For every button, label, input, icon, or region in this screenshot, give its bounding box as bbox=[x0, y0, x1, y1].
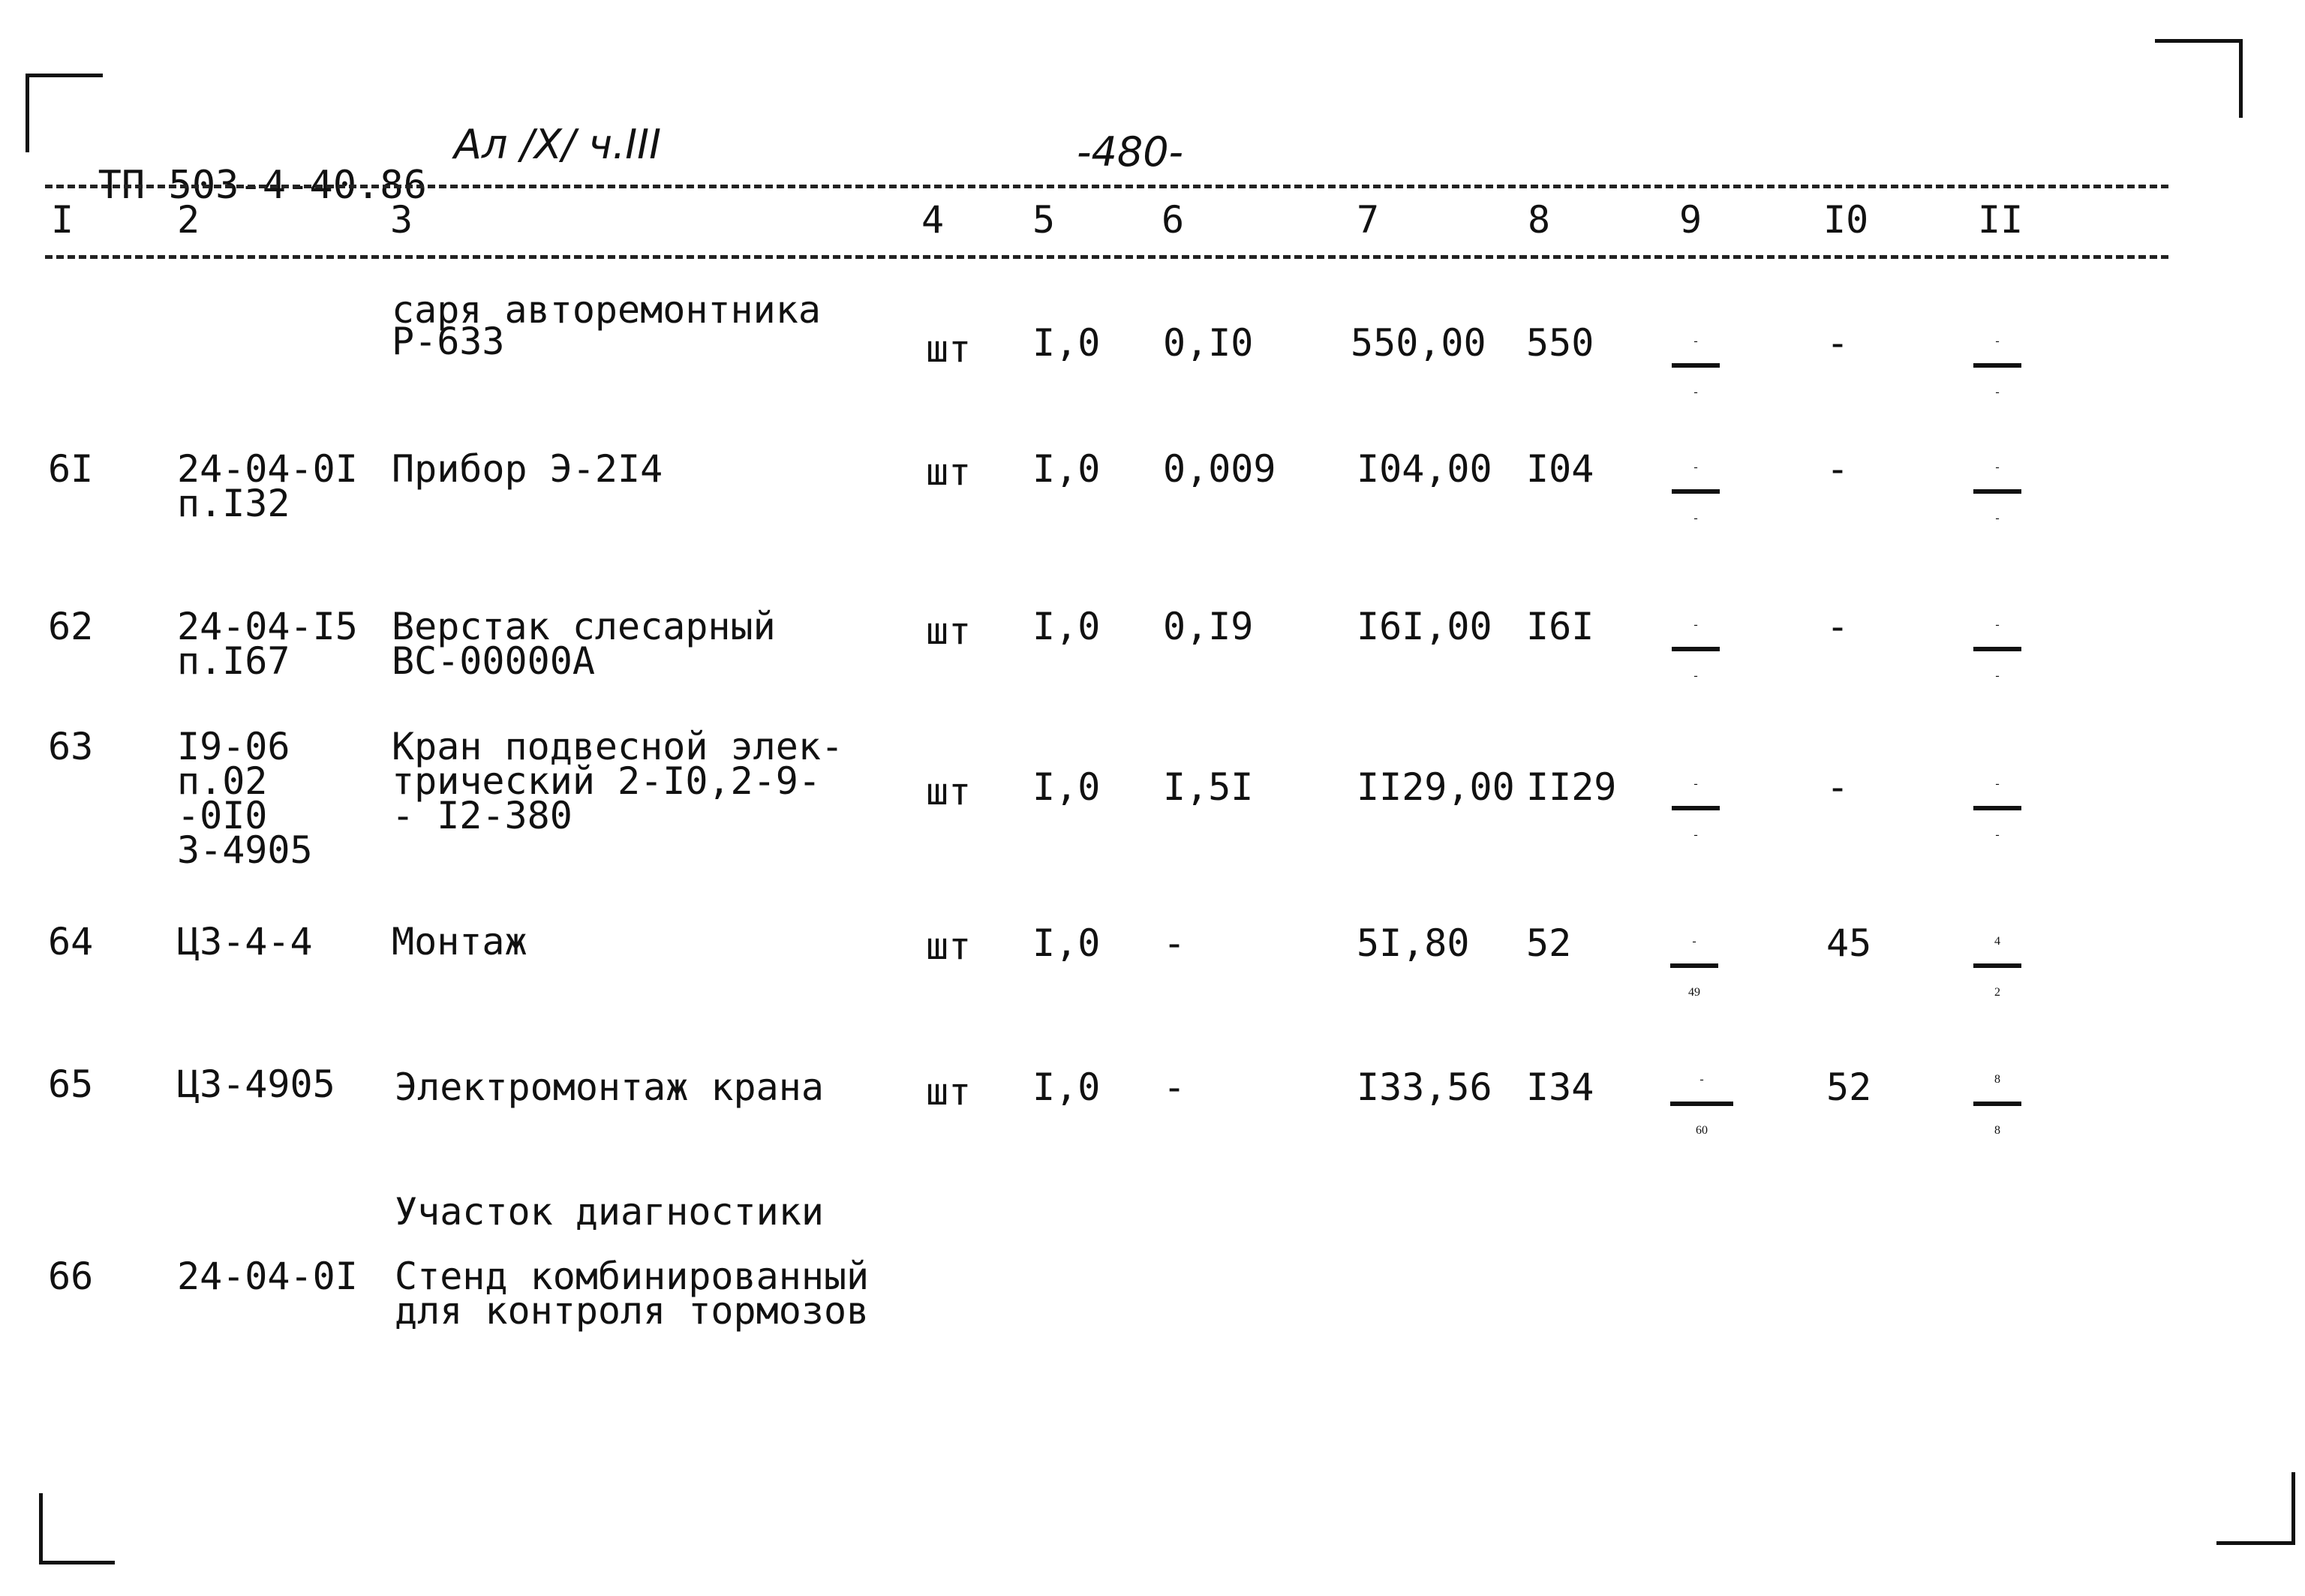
page-number: -480- bbox=[1077, 128, 1184, 176]
row-qty: I,0 bbox=[1032, 921, 1101, 965]
row-qty: I,0 bbox=[1032, 321, 1101, 365]
row-col6: - bbox=[1163, 1066, 1186, 1109]
row-number: 63 bbox=[48, 725, 94, 768]
fraction-bottom: - bbox=[1995, 386, 2000, 398]
row-col6: 0,I0 bbox=[1163, 321, 1254, 365]
fraction-top: - bbox=[1995, 777, 2000, 790]
row-col6: 0,009 bbox=[1163, 447, 1276, 491]
row-col9-fraction bbox=[1672, 765, 1720, 854]
row-col11-fraction bbox=[1973, 1061, 2021, 1150]
row-col6: - bbox=[1163, 921, 1186, 965]
row-unit: шт bbox=[926, 1070, 972, 1114]
row-code-line: I9-06 bbox=[177, 725, 290, 768]
fraction-bar bbox=[1670, 963, 1718, 968]
row-col8: I04 bbox=[1526, 447, 1594, 491]
row-code-line: 24-04-0I bbox=[177, 447, 358, 491]
row-number: 65 bbox=[48, 1062, 94, 1106]
row-col11-fraction bbox=[1973, 323, 2021, 411]
row-col8: I6I bbox=[1526, 605, 1594, 648]
row-col10: - bbox=[1826, 605, 1850, 648]
fraction-top: - bbox=[1995, 335, 2000, 347]
row-name-line: саря авторемонтника bbox=[392, 288, 821, 332]
row-code-line: 24-04-0I bbox=[177, 1255, 358, 1298]
row-name-line: Р-633 bbox=[392, 320, 505, 363]
row-col7: I33,56 bbox=[1357, 1066, 1492, 1109]
column-header-7: 7 bbox=[1357, 198, 1380, 242]
row-col10: 45 bbox=[1826, 921, 1872, 965]
header-rule-top bbox=[45, 185, 2168, 188]
fraction-bottom: - bbox=[1995, 828, 2000, 841]
header-rule-bottom bbox=[45, 255, 2168, 259]
fraction-bar bbox=[1973, 647, 2021, 651]
column-header-6: 6 bbox=[1162, 198, 1185, 242]
row-col8: II29 bbox=[1526, 765, 1617, 809]
row-qty: I,0 bbox=[1032, 765, 1101, 809]
fraction-top: - bbox=[1693, 461, 1698, 473]
row-name-line: Стенд комбинированный bbox=[395, 1255, 870, 1298]
corner-mark-bottom-right bbox=[2216, 1472, 2295, 1545]
row-name-line: для контроля тормозов bbox=[395, 1289, 870, 1333]
fraction-bottom: - bbox=[1693, 512, 1698, 524]
fraction-bottom: 49 bbox=[1688, 986, 1700, 999]
fraction-top: - bbox=[1995, 461, 2000, 473]
row-qty: I,0 bbox=[1032, 1066, 1101, 1109]
row-col6: I,5I bbox=[1163, 765, 1254, 809]
column-header-3: 3 bbox=[390, 198, 413, 242]
document-code bbox=[51, 129, 427, 208]
row-col9-fraction bbox=[1672, 323, 1720, 411]
row-unit: шт bbox=[926, 450, 972, 494]
row-col8: 52 bbox=[1526, 921, 1572, 965]
fraction-top: 8 bbox=[1994, 1073, 2000, 1086]
row-name-line: Прибор Э-2I4 bbox=[392, 447, 663, 491]
row-col8: I34 bbox=[1526, 1066, 1594, 1109]
row-unit: шт bbox=[926, 609, 972, 653]
fraction-bar bbox=[1973, 806, 2021, 810]
row-col10: - bbox=[1826, 447, 1850, 491]
row-col9-fraction bbox=[1672, 606, 1720, 695]
row-number: 6I bbox=[48, 447, 94, 491]
row-col11-fraction bbox=[1973, 606, 2021, 695]
fraction-bottom: - bbox=[1693, 828, 1698, 841]
row-code-line: Ц3-4905 bbox=[177, 1062, 335, 1106]
document-code-text: ТП 503-4-40.86 bbox=[98, 163, 427, 208]
row-code-line: п.I32 bbox=[177, 482, 290, 525]
row-code-line: -0I0 bbox=[177, 794, 268, 837]
fraction-bottom: 60 bbox=[1696, 1124, 1708, 1137]
column-header-5: 5 bbox=[1032, 198, 1056, 242]
row-col11-fraction bbox=[1973, 923, 2021, 1011]
row-name-line: трический 2-I0,2-9- bbox=[392, 759, 821, 803]
row-col7: II29,00 bbox=[1357, 765, 1515, 809]
row-number: 62 bbox=[48, 605, 94, 648]
row-col7: 5I,80 bbox=[1357, 921, 1470, 965]
fraction-bottom: - bbox=[1995, 512, 2000, 524]
column-header-11: II bbox=[1978, 198, 2024, 242]
fraction-bar bbox=[1672, 647, 1720, 651]
fraction-bar bbox=[1672, 489, 1720, 494]
row-col7: 550,00 bbox=[1351, 321, 1486, 365]
fraction-top: - bbox=[1693, 335, 1698, 347]
corner-mark-top-right bbox=[2155, 39, 2243, 118]
fraction-bottom: - bbox=[1995, 669, 2000, 682]
column-header-8: 8 bbox=[1528, 198, 1551, 242]
row-code-line: п.I67 bbox=[177, 639, 290, 683]
fraction-top: - bbox=[1693, 777, 1698, 790]
row-code-line: п.02 bbox=[177, 759, 268, 803]
row-name-line: Электромонтаж крана bbox=[395, 1066, 824, 1109]
fraction-top: - bbox=[1995, 618, 2000, 631]
fraction-bottom: 8 bbox=[1994, 1124, 2000, 1137]
row-name-line: ВС-00000А bbox=[392, 639, 595, 683]
row-col8: 550 bbox=[1526, 321, 1594, 365]
column-header-10: I0 bbox=[1823, 198, 1869, 242]
fraction-bar bbox=[1973, 1102, 2021, 1106]
row-col9-fraction bbox=[1672, 449, 1720, 537]
fraction-top: - bbox=[1693, 618, 1698, 631]
row-unit: шт bbox=[926, 924, 972, 968]
row-number: 64 bbox=[48, 920, 94, 963]
row-col11-fraction bbox=[1973, 765, 2021, 854]
column-header-4: 4 bbox=[921, 198, 945, 242]
row-qty: I,0 bbox=[1032, 447, 1101, 491]
row-col7: I04,00 bbox=[1357, 447, 1492, 491]
fraction-bottom: 2 bbox=[1994, 986, 2000, 999]
row-col10: - bbox=[1826, 765, 1850, 809]
row-code-line: 3-4905 bbox=[177, 828, 313, 872]
row-unit: шт bbox=[926, 327, 972, 371]
row-code-line: Ц3-4-4 bbox=[177, 920, 313, 963]
fraction-top: - bbox=[1692, 935, 1696, 948]
row-qty: I,0 bbox=[1032, 605, 1101, 648]
row-name-line: Монтаж bbox=[392, 920, 527, 963]
fraction-top: - bbox=[1699, 1073, 1704, 1086]
column-header-9: 9 bbox=[1679, 198, 1702, 242]
fraction-bar bbox=[1973, 489, 2021, 494]
row-col6: 0,I9 bbox=[1163, 605, 1254, 648]
fraction-bar bbox=[1670, 1102, 1733, 1106]
row-col7: I6I,00 bbox=[1357, 605, 1492, 648]
corner-mark-bottom-left bbox=[39, 1493, 115, 1564]
row-name-line: Кран подвесной элек- bbox=[392, 725, 844, 768]
column-header-1: I bbox=[51, 198, 74, 242]
row-col9-fraction bbox=[1670, 1061, 1733, 1150]
row-col11-fraction bbox=[1973, 449, 2021, 537]
fraction-bottom: - bbox=[1693, 386, 1698, 398]
row-col10: - bbox=[1826, 321, 1850, 365]
column-header-2: 2 bbox=[177, 198, 200, 242]
row-col10: 52 bbox=[1826, 1066, 1872, 1109]
fraction-bar bbox=[1973, 363, 2021, 368]
section-heading: Участок диагностики bbox=[395, 1190, 824, 1234]
row-unit: шт bbox=[926, 770, 972, 813]
album-reference: Ал /Х/ ч.III bbox=[454, 121, 662, 168]
fraction-bar bbox=[1672, 363, 1720, 368]
row-col9-fraction bbox=[1670, 923, 1718, 1011]
row-name-line: Верстак слесарный bbox=[392, 605, 776, 648]
fraction-bottom: - bbox=[1693, 669, 1698, 682]
fraction-top: 4 bbox=[1994, 935, 2000, 948]
fraction-bar bbox=[1973, 963, 2021, 968]
fraction-bar bbox=[1672, 806, 1720, 810]
row-code-line: 24-04-I5 bbox=[177, 605, 358, 648]
row-name-line: - I2-380 bbox=[392, 794, 572, 837]
row-number: 66 bbox=[48, 1255, 94, 1298]
